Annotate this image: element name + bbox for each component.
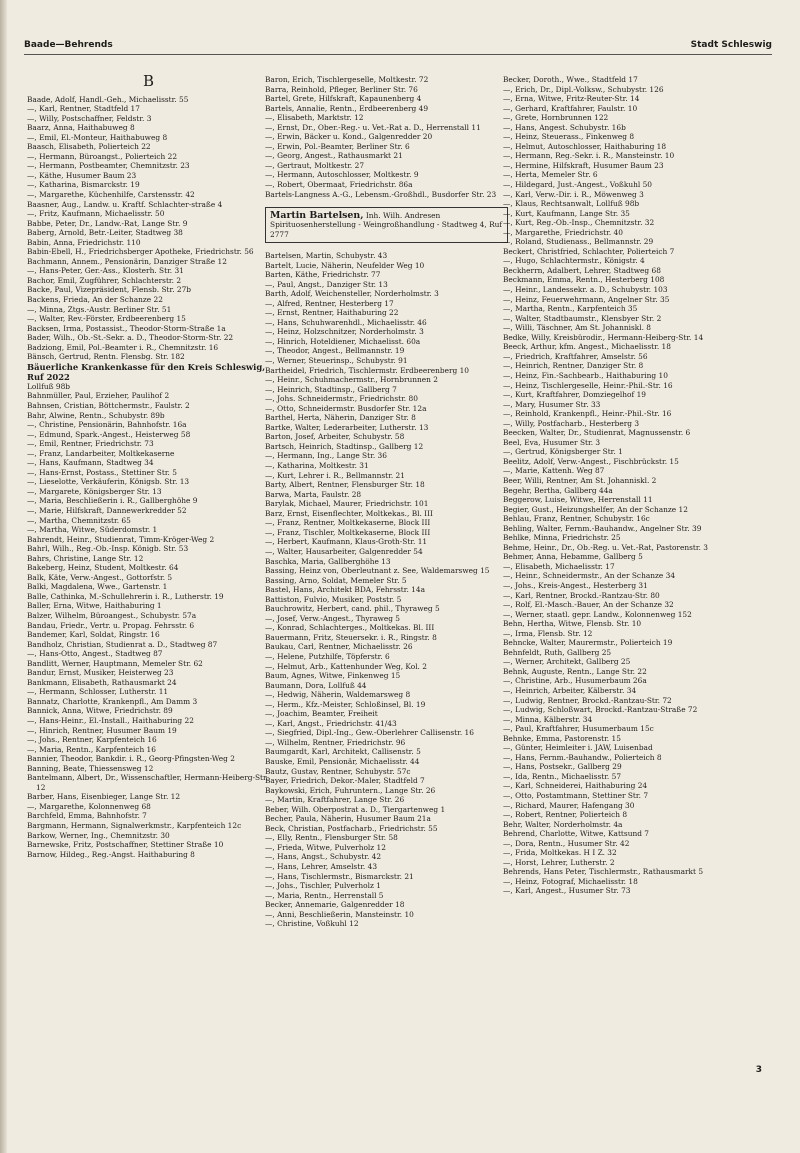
directory-entry: —, Heinz, Tischlergeselle, Heinr.-Phil.-Str. 16 bbox=[503, 380, 673, 390]
page-edge-shadow bbox=[0, 0, 7, 1153]
directory-entry: Bartels-Langness A.-G., Lebensm.-Großhdl., Busdorfer Str. 23 bbox=[265, 189, 497, 199]
directory-entry: Baumgardt, Karl, Architekt, Callisenstr. 5 bbox=[265, 747, 421, 757]
directory-entry: —, Hermine, Hilfskraft, Husumer Baum 23 bbox=[503, 160, 664, 170]
directory-entry: —, Willi, Täschner, Am St. Johanniskl. 8 bbox=[503, 323, 651, 333]
advertisement-name: Martin Bartelsen, bbox=[270, 210, 364, 222]
directory-entry: —, Edmund, Spark.-Angest., Heisterweg 58 bbox=[27, 429, 191, 439]
directory-entry: Baberg, Arnold, Betr.-Leiter, Stadtweg 38 bbox=[27, 228, 183, 238]
directory-entry: Beber, Wilh. Oberpostrat a. D., Tiergartenweg 1 bbox=[265, 804, 446, 814]
directory-entry: Bankmann, Elisabeth, Rathausmarkt 24 bbox=[27, 677, 177, 687]
directory-entry: Banning, Beate, Thiessensweg 12 bbox=[27, 763, 154, 773]
directory-entry: —, Herbert, Kaufmann, Klaus-Groth-Str. 11 bbox=[265, 537, 428, 547]
directory-entry: Barylak, Michael, Maurer, Friedrichstr. 101 bbox=[265, 499, 429, 509]
directory-entry: —, Ludwig, Rentner, Brockd.-Rantzau-Str. 72 bbox=[503, 695, 672, 705]
directory-entry: Becker, Doroth., Wwe., Stadtfeld 17 bbox=[503, 75, 638, 84]
directory-entry: Balki, Magdalena, Wwe., Gartenstr. 1 bbox=[27, 582, 168, 592]
directory-entry: —, Margarethe, Kolonnenweg 68 bbox=[27, 801, 151, 811]
directory-entry: —, Hans, Angst., Schubystr. 42 bbox=[265, 852, 382, 862]
directory-entry: Barton, Josef, Arbeiter, Schubystr. 58 bbox=[265, 432, 405, 442]
directory-entry: —, Paul, Angst., Danziger Str. 13 bbox=[265, 279, 388, 289]
directory-entry: —, Heinz, Fotograf, Michaelisstr. 18 bbox=[503, 876, 638, 886]
directory-entry: —, Rolf, El.-Masch.-Bauer, An der Schanze 32 bbox=[503, 600, 674, 610]
directory-entry: —, Hermann, Reg.-Sekr. i. R., Mansteinstr. 10 bbox=[503, 151, 675, 161]
directory-entry: Bedke, Willy, Kreisbürodir., Hermann-Heiberg-Str. 14 bbox=[503, 332, 704, 342]
directory-entry: —, Karl, Angst., Friedrichstr. 41/43 bbox=[265, 718, 397, 728]
directory-entry: —, Elisabeth, Michaelisstr. 17 bbox=[503, 561, 615, 571]
directory-entry: —, Hinrich, Hoteldiener, Michaelisst. 60a bbox=[265, 336, 421, 346]
directory-entry: —, Robert, Obermaat, Friedrichstr. 86a bbox=[265, 180, 413, 190]
directory-entry: —, Margarethe, Küchenhilfe, Carstensstr. 42 bbox=[27, 190, 195, 200]
directory-entry: —, Martha, Chemnitzstr. 65 bbox=[27, 515, 131, 525]
directory-entry: Baarz, Anna, Haithabuweg 8 bbox=[27, 123, 135, 133]
directory-entry: —, Hans, Postsekr., Gallberg 29 bbox=[503, 762, 622, 772]
directory-entry: —, Hildegard, Just.-Angest., Voßkuhl 50 bbox=[503, 180, 652, 190]
directory-entry: —, Herm., Kfz.-Meister, Schloßinsel, Bl. 19 bbox=[265, 699, 426, 709]
directory-entry: —, Karl, Schneiderei, Haithaburing 24 bbox=[503, 781, 648, 791]
directory-entry: —, Hans, Kaufmann, Stadtweg 34 bbox=[27, 458, 154, 468]
directory-entry: Bartelsen, Martin, Schubystr. 43 bbox=[265, 251, 388, 260]
directory-entry: Baasner, Aug., Landw. u. Kraftf. Schlachter-straße 4 bbox=[27, 199, 223, 209]
directory-entry: —, Ernst, Dr., Ober.-Reg.- u. Vet.-Rat a. D., Herrenstall 11 bbox=[265, 122, 481, 132]
directory-entry: Behlke, Minna, Friedrichstr. 25 bbox=[503, 533, 621, 543]
directory-entry: —, Erwin, Pol.-Beamter, Berliner Str. 6 bbox=[265, 141, 410, 151]
directory-entry: Barnewske, Fritz, Postschaffner, Stettiner Straße 10 bbox=[27, 840, 224, 850]
directory-entry: —, Martha, Witwe, Süderdomstr. 1 bbox=[27, 525, 158, 535]
directory-entry: —, Hermann, Postbeamter, Chemnitzstr. 23 bbox=[27, 161, 190, 171]
directory-entry: —, Ida, Rentn., Michaelisstr. 57 bbox=[503, 771, 622, 781]
directory-entry: Barnow, Hildeg., Reg.-Angst. Haithaburing 8 bbox=[27, 849, 195, 859]
directory-entry: Bahrl, Wilh., Reg.-Ob.-Insp. Königb. Str. 53 bbox=[27, 544, 189, 554]
directory-entry: —, Margarethe, Friedrichstr. 40 bbox=[503, 227, 623, 237]
directory-entry: Bauske, Emil, Pensionär, Michaelisstr. 44 bbox=[265, 756, 420, 766]
directory-entry: Bandemer, Karl, Soldat, Ringstr. 16 bbox=[27, 630, 160, 640]
directory-entry: —, Dora, Rentn., Husumer Str. 42 bbox=[503, 838, 630, 848]
directory-entry: —, Hermann, Autoschlosser, Moltkestr. 9 bbox=[265, 170, 419, 180]
directory-entry: Behmer, Anna, Hebamme, Gallberg 5 bbox=[503, 552, 643, 562]
directory-entry: —, Walter, Rev.-Förster, Erdbeerenberg 15 bbox=[27, 314, 186, 324]
directory-entry: Bader, Wilh., Ob.-St.-Sekr. a. D., Theodor-Storm-Str. 22 bbox=[27, 333, 234, 343]
directory-entry: —, Margarete, Königsberger Str. 13 bbox=[27, 486, 162, 496]
directory-entry: —, Katharina, Bismarckstr. 19 bbox=[27, 180, 140, 190]
advertisement-text: Inh. Wilh. Andresen Spirituosenherstellung - Weingroßhandlung - Stadtweg 4, Ruf 2777 bbox=[270, 211, 503, 239]
directory-entry: —, Werner, Architekt, Gallberg 25 bbox=[503, 657, 631, 667]
directory-entry: —, Friedrich, Kraftfahrer, Amselstr. 56 bbox=[503, 351, 648, 361]
directory-entry: —, Emil, Rentner, Friedrichstr. 73 bbox=[27, 439, 154, 449]
directory-entry: Barchfeld, Emma, Bahnhofstr. 7 bbox=[27, 811, 147, 821]
directory-entry: —, Katharina, Moltkestr. 31 bbox=[265, 461, 369, 471]
directory-entry: —, Käthe, Husumer Baum 23 bbox=[27, 170, 137, 180]
directory-entry: —, Hans-Otto, Angest., Stadtweg 87 bbox=[27, 649, 163, 659]
directory-entry: Balzer, Wilhelm, Büroangest., Schubystr. 57a bbox=[27, 610, 197, 620]
directory-entry: Backsen, Irma, Postassist., Theodor-Storm-Straße 1a bbox=[27, 323, 226, 333]
directory-entry: —, Grete, Hornbrunnen 122 bbox=[503, 113, 609, 123]
directory-entry: —, Frida, Moltkekas. H I Z. 32 bbox=[503, 848, 617, 858]
directory-entry-bold: Bäuerliche Krankenkasse für den Kreis Schleswig, Ruf 2022 bbox=[27, 361, 266, 382]
directory-entry: Balk, Käte, Verw.-Angest., Gottorfstr. 5 bbox=[27, 572, 173, 582]
section-letter: B bbox=[142, 72, 155, 90]
directory-entry: —, Horst, Lehrer, Lutherstr. 2 bbox=[503, 857, 615, 867]
directory-entry: —, Heinrich, Arbeiter, Kälberstr. 34 bbox=[503, 686, 637, 695]
directory-entry: —, Willy, Postschaffner, Feldstr. 3 bbox=[27, 113, 152, 123]
directory-entry: Behncke, Walter, Maurermstr., Polierteich 19 bbox=[503, 638, 673, 648]
directory-entry: —, Siegfried, Dipl.-Ing., Gew.-Oberlehrer Callisenstr. 16 bbox=[265, 728, 474, 738]
directory-entry: —, Johs., Rentner, Karpfenteich 16 bbox=[27, 735, 157, 745]
directory-entry: Barten, Käthe, Friedrichstr. 77 bbox=[265, 270, 381, 280]
directory-entry: —, Hedwig, Näherin, Waldemarsweg 8 bbox=[265, 690, 411, 700]
directory-entry: Bauchrowitz, Herbert, cand. phil., Thyraweg 5 bbox=[265, 604, 440, 614]
directory-entry: —, Hinrich, Rentner, Husumer Baum 19 bbox=[27, 725, 177, 735]
directory-entry: Baron, Erich, Tischlergeselle, Moltkestr. 72 bbox=[265, 75, 429, 84]
directory-entry: —, Christine, Pensionärin, Bahnhofstr. 16a bbox=[27, 420, 187, 430]
directory-entry: —, Frieda, Witwe, Pulverholz 12 bbox=[265, 842, 386, 852]
directory-entry: Begehr, Bertha, Gallberg 44a bbox=[503, 485, 613, 495]
directory-entry: —, Otto, Schneidermstr. Busdorfer Str. 12a bbox=[265, 403, 427, 413]
directory-entry: —, Helmut, Arb., Kattenhunder Weg, Kol. 2 bbox=[265, 661, 427, 671]
directory-entry: Bantelmann, Albert, Dr., Wissenschaftler, Hermann-Heiberg-Str. 12 bbox=[27, 773, 269, 792]
directory-entry: —, Hermann, Ing., Lange Str. 36 bbox=[265, 451, 387, 461]
directory-entry: Barth, Adolf, Weichensteller, Norderholmstr. 3 bbox=[265, 289, 439, 299]
directory-entry: —, Christine, Voßkuhl 12 bbox=[265, 919, 359, 929]
directory-entry: —, Josef, Verw.-Angest., Thyraweg 5 bbox=[265, 613, 400, 623]
directory-entry: —, Heinz, Steuerass., Finkenweg 8 bbox=[503, 132, 635, 142]
directory-entry: Bartsch, Heinrich, Stadtinsp., Gallberg 12 bbox=[265, 441, 424, 451]
directory-entry: —, Maria, Rentn., Herrenstall 5 bbox=[265, 890, 384, 900]
directory-entry: Beer, Willi, Rentner, Am St. Johanniskl. 2 bbox=[503, 475, 657, 485]
directory-entry: —, Irma, Flensb. Str. 12 bbox=[503, 628, 593, 638]
directory-entry: —, Richard, Maurer, Hafengang 30 bbox=[503, 800, 635, 810]
directory-entry: Bassing, Heinz von, Oberleutnant z. See, Waldemarsweg 15 bbox=[265, 566, 490, 576]
directory-entry: Bautz, Gustav, Rentner, Schubystr. 57c bbox=[265, 766, 411, 776]
directory-entry: —, Emil, El.-Monteur, Haithabuweg 8 bbox=[27, 132, 168, 142]
directory-entry: Behn, Hertha, Witwe, Flensb. Str. 10 bbox=[503, 619, 642, 629]
directory-entry: —, Johs., Kreis-Angest., Hesterberg 31 bbox=[503, 580, 648, 590]
directory-entry: Beel, Eva, Husumer Str. 3 bbox=[503, 437, 601, 447]
directory-entry: Behrend, Charlotte, Witwe, Kattsund 7 bbox=[503, 829, 650, 839]
running-head-right: Stadt Schleswig bbox=[690, 40, 772, 50]
directory-entry: —, Kurt, Kraftfahrer, Domziegelhof 19 bbox=[503, 390, 646, 400]
directory-entry: Barthel, Herta, Näherin, Danziger Str. 8 bbox=[265, 413, 416, 423]
directory-entry: Beggerow, Luise, Witwe, Herrenstall 11 bbox=[503, 495, 653, 505]
directory-entry: —, Fritz, Kaufmann, Michaelisstr. 50 bbox=[27, 209, 165, 219]
directory-entry: —, Erna, Witwe, Fritz-Reuter-Str. 14 bbox=[503, 94, 640, 104]
directory-entry: Bannick, Anna, Witwe, Friedrichstr. 89 bbox=[27, 706, 173, 716]
advertisement-box bbox=[265, 207, 508, 243]
directory-entry: Barwa, Marta, Faulstr. 28 bbox=[265, 489, 362, 499]
directory-entry: Bargmann, Hermann, Signalwerkmstr., Karpfenteich 12c bbox=[27, 821, 242, 831]
directory-entry: Bandau, Friedr., Vertr. u. Propag. Fehrsstr. 6 bbox=[27, 620, 195, 630]
directory-entry: —, Kurt, Kaufmann, Lange Str. 35 bbox=[503, 208, 630, 218]
directory-entry: —, Willy, Postfacharb., Hesterberg 3 bbox=[503, 418, 640, 428]
directory-entry: Lollfuß 98b bbox=[27, 381, 71, 391]
running-head-left: Baade—Behrends bbox=[24, 40, 113, 50]
directory-entry: —, Herta, Memeler Str. 6 bbox=[503, 170, 598, 180]
directory-entry: Beeck, Arthur, kfm. Angest., Michaelisstr. 18 bbox=[503, 342, 671, 352]
directory-entry: —, Karl, Rentner, Brockd.-Rantzau-Str. 80 bbox=[503, 590, 660, 600]
directory-entry: Begier, Gust., Heizungshelfer, An der Schanze 12 bbox=[503, 504, 688, 514]
directory-entry: —, Heinrich, Stadtinsp., Gallberg 7 bbox=[265, 384, 397, 394]
directory-entry: —, Erich, Dr., Dipl.-Volksw., Schubystr. 126 bbox=[503, 84, 664, 94]
directory-entry: Babin-Ebell, H., Friedrichsberger Apotheke, Friedrichstr. 56 bbox=[27, 247, 254, 257]
directory-entry: —, Hans, Schuhwarenhdl., Michaelisstr. 46 bbox=[265, 317, 427, 327]
directory-entry: Baum, Agnes, Witwe, Finkenweg 15 bbox=[265, 671, 401, 681]
directory-entry: Battiston, Fulvio, Musiker, Poststr. 5 bbox=[265, 594, 402, 604]
header-rule bbox=[24, 54, 772, 55]
directory-entry: —, Helene, Putzhilfe, Töpferstr. 6 bbox=[265, 651, 390, 661]
directory-entry: —, Elly, Rentn., Flensburger Str. 58 bbox=[265, 833, 398, 843]
directory-entry: —, Marie, Hilfskraft, Dannewerkredder 52 bbox=[27, 505, 187, 515]
directory-entry: —, Hans-Ernst, Postass., Stettiner Str. 5 bbox=[27, 467, 177, 477]
directory-entry: Becker, Annemarie, Galgenredder 18 bbox=[265, 900, 405, 910]
directory-entry: Backe, Paul, Vizepräsident, Flensb. Str. 27b bbox=[27, 285, 192, 295]
directory-entry: Behlau, Franz, Rentner, Schubystr. 16c bbox=[503, 514, 650, 524]
directory-entry: —, Anni, Beschließerin, Mansteinstr. 10 bbox=[265, 909, 414, 919]
directory-entry: —, Franz, Tischler, Moltkekaserne, Block III bbox=[265, 527, 431, 537]
directory-entry: Bannier, Theodor, Bankdir. i. R., Georg-Pfingsten-Weg 2 bbox=[27, 754, 235, 764]
directory-entry: —, Martin, Kraftfahrer, Lange Str. 26 bbox=[265, 795, 405, 805]
directory-entry: Baller, Erna, Witwe, Haithaburing 1 bbox=[27, 601, 162, 611]
directory-entry: Baumann, Dora, Lollfuß 44 bbox=[265, 680, 367, 690]
directory-entry: —, Hugo, Schlachtermstr., Königstr. 4 bbox=[503, 256, 645, 266]
directory-entry: —, Theodor, Angest., Bellmannstr. 19 bbox=[265, 346, 405, 356]
directory-entry: —, Hans, Angest. Schubystr. 16b bbox=[503, 122, 626, 132]
directory-entry: Bahr, Alwine, Rentn., Schubystr. 89b bbox=[27, 410, 165, 420]
directory-entry: Bannatz, Charlotte, Krankenpfl., Am Damm 3 bbox=[27, 696, 198, 706]
directory-entry: Bayer, Friedrich, Dekor.-Maler, Stadtfeld 7 bbox=[265, 776, 425, 786]
directory-entry: Bakeberg, Heinz, Student, Moltkestr. 64 bbox=[27, 563, 179, 573]
directory-entry: —, Heinr., Schneidermstr., An der Schanze 34 bbox=[503, 571, 676, 581]
directory-entry: Bahrendt, Heinr., Studienrat, Timm-Kröger-Weg 2 bbox=[27, 534, 215, 544]
directory-entry: —, Minna, Ztgs.-Austr. Berliner Str. 51 bbox=[27, 304, 172, 314]
directory-entry: Bauermann, Fritz, Steuersekr. i. R., Ringstr. 8 bbox=[265, 632, 437, 642]
directory-entry: Bandholz, Christian, Studienrat a. D., Stadtweg 87 bbox=[27, 639, 218, 649]
directory-entry: —, Christine, Arb., Husumerbaum 26a bbox=[503, 676, 647, 686]
directory-entry: —, Gertraut, Moltkestr. 27 bbox=[265, 160, 365, 170]
directory-entry: —, Klaus, Rechtsanwalt, Lollfuß 98b bbox=[503, 199, 640, 209]
directory-entry: —, Mary, Husumer Str. 33 bbox=[503, 399, 601, 409]
directory-entry: —, Lieselotte, Verkäuferin, Königsb. Str. 13 bbox=[27, 477, 190, 487]
directory-entry: Barber, Hans, Eisenbieger, Lange Str. 12 bbox=[27, 792, 181, 802]
directory-entry: Baschka, Maria, Gallberghöhe 13 bbox=[265, 556, 391, 566]
directory-entry: —, Otto, Postamtmann, Stettiner Str. 7 bbox=[503, 791, 649, 801]
column-1 bbox=[27, 72, 270, 859]
directory-entry: —, Hans-Heinr., El.-Install., Haithaburing 22 bbox=[27, 716, 194, 725]
directory-entry: —, Hans, Tischlermstr., Bismarckstr. 21 bbox=[265, 871, 414, 881]
directory-entry: Bandur, Ernst, Musiker, Heisterweg 23 bbox=[27, 668, 174, 678]
directory-entry: Balle, Cathinka, M.-Schullehrerin i. R., Lutherstr. 19 bbox=[27, 591, 224, 601]
directory-entry: —, Robert, Rentner, Polierteich 8 bbox=[503, 810, 628, 820]
directory-entry: Behr, Walter, Norderholmstr. 4a bbox=[503, 819, 623, 829]
directory-entry: Baykowski, Erich, Fuhruntern., Lange Str. 26 bbox=[265, 785, 436, 795]
directory-entry: Bartelt, Lucie, Näherin, Neufelder Weg 10 bbox=[265, 260, 425, 270]
directory-entry: Behnfeldt, Ruth, Gallberg 25 bbox=[503, 647, 612, 657]
directory-entry: —, Heinz, Fin.-Sachbearb., Haithaburing 10 bbox=[503, 370, 668, 380]
directory-entry: Bartels, Annalie, Rentn., Erdbeerenberg 49 bbox=[265, 103, 429, 113]
directory-entry: —, Kurt, Reg.-Ob.-Insp., Chemnitzstr. 32 bbox=[503, 218, 655, 228]
directory-entry: —, Karl, Verw.-Dir. i. R., Möwenweg 3 bbox=[503, 189, 644, 199]
column-3 bbox=[503, 75, 746, 896]
directory-entry: Baukau, Carl, Rentner, Michaelisstr. 26 bbox=[265, 642, 413, 652]
directory-entry: —, Hans, Lehrer, Amselstr. 43 bbox=[265, 862, 378, 871]
directory-entry: —, Wilhelm, Rentner, Friedrichstr. 96 bbox=[265, 737, 406, 747]
directory-entry: Bassing, Arno, Soldat, Memeler Str. 5 bbox=[265, 575, 407, 585]
directory-entry: Backens, Frieda, An der Schanze 22 bbox=[27, 295, 163, 305]
directory-entry: —, Gerhard, Kraftfahrer, Faulstr. 10 bbox=[503, 103, 638, 113]
directory-entry: Beckert, Christfried, Schlachter, Polierteich 7 bbox=[503, 246, 675, 256]
directory-entry: —, Heinr., Landessekr. a. D., Schubystr. 103 bbox=[503, 285, 668, 295]
directory-entry: —, Karl, Angest., Husumer Str. 73 bbox=[503, 886, 631, 896]
directory-entry: Beecken, Walter, Dr., Studienrat, Magnussenstr. 6 bbox=[503, 428, 691, 438]
directory-entry: —, Walter, Stadtbaumstr., Klensbyer Str. 2 bbox=[503, 313, 662, 323]
directory-entry: —, Reinhold, Krankenpfl., Heinr.-Phil.-Str. 16 bbox=[503, 409, 672, 419]
directory-entry: Bandlitt, Werner, Hauptmann, Memeler Str. 62 bbox=[27, 658, 203, 668]
directory-entry: Bahnsen, Cristian, Böttchermstr., Faulstr. 2 bbox=[27, 400, 190, 410]
directory-entry: —, Hermann, Schlosser, Lutherstr. 11 bbox=[27, 687, 169, 697]
directory-entry: —, Johs., Tischler, Pulverholz 1 bbox=[265, 881, 381, 891]
directory-entry: Bartel, Grete, Hilfskraft, Kapaunenberg 4 bbox=[265, 94, 422, 104]
directory-entry: Behnke, Emma, Pastorenstr. 15 bbox=[503, 733, 621, 743]
directory-entry: —, Konrad, Schlachterges., Moltkekas. Bl. III bbox=[265, 623, 435, 633]
directory-entry: Barty, Albert, Rentner, Flensburger Str. 18 bbox=[265, 480, 425, 490]
directory-entry: —, Minna, Kälberstr. 34 bbox=[503, 714, 593, 724]
directory-entry: —, Franz, Rentner, Moltkekaserne, Block III bbox=[265, 518, 431, 528]
directory-entry: —, Johs. Schneidermstr., Friedrichstr. 80 bbox=[265, 394, 418, 404]
directory-entry: —, Heinz, Holzschnitzer, Norderholmstr. 3 bbox=[265, 327, 424, 337]
page-number: 3 bbox=[755, 1065, 762, 1075]
directory-entry: Barra, Reinhold, Pfleger, Berliner Str. 76 bbox=[265, 84, 418, 94]
directory-entry: —, Gertrud, Königsberger Str. 1 bbox=[503, 447, 623, 457]
directory-entry: Bahnmüller, Paul, Erzieher, Paulihof 2 bbox=[27, 391, 170, 401]
directory-entry: Baade, Adolf, Handl.-Geh., Michaelisstr. 55 bbox=[27, 94, 189, 104]
directory-entry: —, Joachim, Beamter, Freiheit bbox=[265, 709, 378, 719]
directory-entry: —, Walter, Hausarbeiter, Galgenredder 54 bbox=[265, 546, 423, 556]
directory-entry: Behme, Heinr., Dr., Ob.-Reg. u. Vet.-Rat, Pastorenstr. 3 bbox=[503, 542, 708, 552]
directory-entry: —, Ludwig, Schloßwart, Brockd.-Rantzau-Straße 72 bbox=[503, 705, 698, 715]
directory-entry: Behnk, Auguste, Rentn., Lange Str. 22 bbox=[503, 666, 647, 676]
directory-entry: Babbe, Peter, Dr., Landw.-Rat, Lange Str. 9 bbox=[27, 218, 188, 228]
directory-entry: —, Heinz, Feuerwehrmann, Angelner Str. 35 bbox=[503, 294, 670, 304]
directory-entry: —, Georg, Angest., Rathausmarkt 21 bbox=[265, 151, 403, 161]
directory-entry: —, Werner, staatl. gepr. Landw., Kolonnenweg 152 bbox=[503, 609, 692, 619]
directory-entry: Bahrs, Christine, Lange Str. 12 bbox=[27, 553, 144, 563]
directory-entry: Bänsch, Gertrud, Rentn. Flensbg. Str. 182 bbox=[27, 352, 185, 362]
directory-entry: —, Hans-Peter, Ger.-Ass., Klosterh. Str. 31 bbox=[27, 266, 184, 276]
directory-entry: —, Martha, Rentn., Karpfenteich 35 bbox=[503, 304, 638, 314]
directory-entry: Beelitz, Adolf, Verw.-Angest., Fischbrückstr. 15 bbox=[503, 456, 679, 466]
directory-entry: —, Franz, Landarbeiter, Moltkekaserne bbox=[27, 448, 175, 458]
directory-entry: Barkow, Werner, Ing., Chemnitzstr. 30 bbox=[27, 830, 170, 840]
directory-entry: Badziong, Emil, Pol.-Beamter i. R., Chemnitzstr. 16 bbox=[27, 342, 219, 352]
directory-entry: Barz, Ernst, Eisenflechter, Moltkekas., Bl. III bbox=[265, 508, 433, 518]
directory-entry: —, Maria, Beschließerin i. R., Gallberghöhe 9 bbox=[27, 496, 198, 506]
directory-entry: Bachmann, Annem., Pensionärin, Danziger Straße 12 bbox=[27, 256, 227, 266]
directory-entry: —, Helmut, Autoschlosser, Haithaburing 18 bbox=[503, 141, 667, 151]
directory-entry: —, Marie, Kattenh. Weg 87 bbox=[503, 466, 605, 476]
directory-entry: Bartke, Walter, Lederarbeiter, Lutherstr. 13 bbox=[265, 422, 429, 432]
directory-entry: Bachor, Emil, Zugführer, Schlachterstr. 2 bbox=[27, 275, 182, 285]
directory-entry: —, Kurt, Lehrer i. R., Bellmannstr. 21 bbox=[265, 470, 405, 480]
directory-entry: —, Heinr., Schuhmachermstr., Hornbrunnen 2 bbox=[265, 375, 438, 385]
directory-entry: —, Heinrich, Rentner, Danziger Str. 8 bbox=[503, 361, 644, 371]
directory-entry: Beckherrn, Adalbert, Lehrer, Stadtweg 68 bbox=[503, 265, 661, 275]
directory-entry: Bartheidel, Friedrich, Tischlermstr. Erdbeerenberg 10 bbox=[265, 365, 469, 375]
directory-entry: Beck, Christian, Postfacharb., Friedrichstr. 55 bbox=[265, 823, 438, 833]
directory-entry: —, Erwin, Bäcker u. Kond., Galgenredder 20 bbox=[265, 132, 433, 142]
directory-entry: Behling, Walter, Fernm.-Bauhandw., Angelner Str. 39 bbox=[503, 523, 702, 533]
directory-entry: —, Karl, Rentner, Stadtfeld 17 bbox=[27, 104, 140, 114]
directory-entry: —, Alfred, Rentner, Hesterberg 17 bbox=[265, 298, 394, 308]
directory-entry: —, Maria, Rentn., Karpfenteich 16 bbox=[27, 744, 156, 754]
column-2 bbox=[265, 75, 508, 929]
directory-entry: —, Hermann, Büroangst., Polierteich 22 bbox=[27, 151, 178, 161]
directory-entry: Babin, Anna, Friedrichstr. 110 bbox=[27, 237, 141, 247]
directory-entry: —, Günter, Heimleiter i. JAW, Luisenbad bbox=[503, 743, 653, 753]
directory-entry: —, Ernst, Rentner, Haithaburing 22 bbox=[265, 308, 399, 318]
directory-entry: —, Elisabeth, Marktstr. 12 bbox=[265, 113, 364, 123]
directory-entry: Becher, Paula, Näherin, Husumer Baum 21a bbox=[265, 814, 431, 824]
directory-entry: Bastel, Hans, Architekt BDA, Fehrsstr. 14a bbox=[265, 585, 425, 595]
directory-entry: —, Paul, Kraftfahrer, Husumerbaum 15c bbox=[503, 724, 654, 734]
directory-entry: —, Werner, Steuerinsp., Schubystr. 91 bbox=[265, 356, 408, 366]
directory-entry: Beckmann, Emma, Rentn., Hesterberg 108 bbox=[503, 275, 665, 285]
directory-entry: —, Roland, Studienass., Bellmannstr. 29 bbox=[503, 237, 654, 247]
directory-entry: —, Hans, Fernm.-Bauhandw., Polierteich 8 bbox=[503, 752, 662, 762]
directory-entry: Behrends, Hans Peter, Tischlermstr., Rathausmarkt 5 bbox=[503, 867, 704, 877]
directory-entry: Baasch, Elisabeth, Polierteich 22 bbox=[27, 142, 151, 152]
